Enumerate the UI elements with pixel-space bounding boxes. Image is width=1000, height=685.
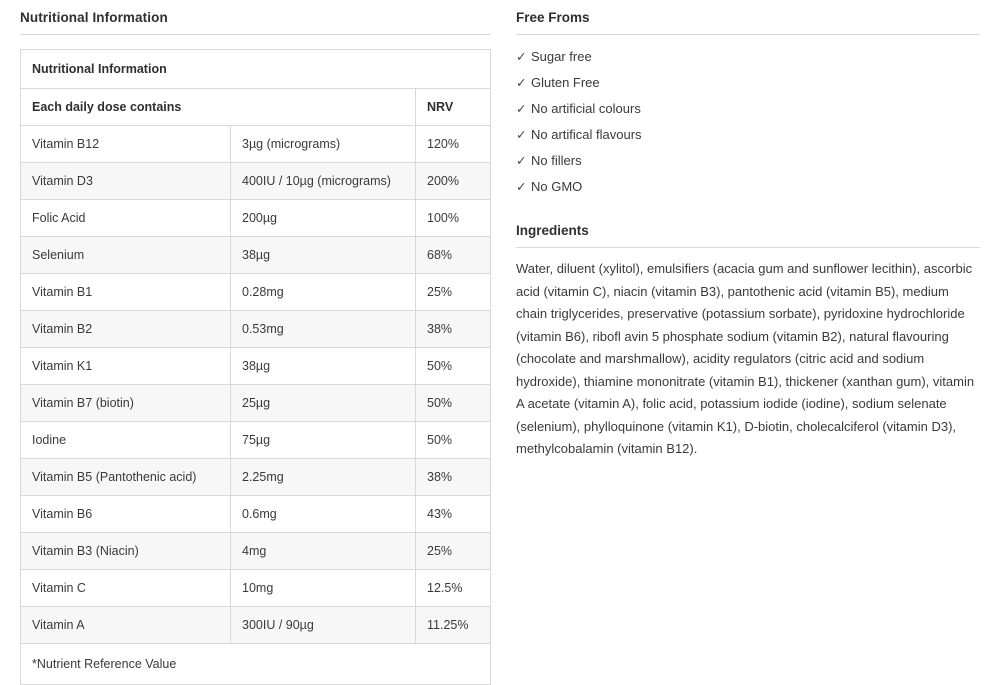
column-header-nrv: NRV [416, 89, 491, 126]
table-row [21, 274, 491, 311]
nutrition-column [0, 0, 500, 673]
nutrient-nrv: 11.25% [416, 607, 491, 644]
check-icon: ✓ [516, 102, 527, 116]
table-title-row [21, 50, 491, 89]
nutrient-nrv: 200% [416, 163, 491, 200]
list-item [516, 97, 980, 123]
nutrient-nrv: 68% [416, 237, 491, 274]
table-row [21, 459, 491, 496]
nutrient-amount: 10mg [231, 570, 416, 607]
nutrient-reference-value-note: *Nutrient Reference Value [21, 644, 491, 685]
check-icon: ✓ [516, 180, 527, 194]
nutrient-nrv: 38% [416, 459, 491, 496]
nutrient-name: Iodine [21, 422, 231, 459]
nutrient-name: Vitamin B6 [21, 496, 231, 533]
nutrient-name: Vitamin B7 (biotin) [21, 385, 231, 422]
table-row [21, 385, 491, 422]
table-row [21, 163, 491, 200]
nutrient-name: Vitamin B5 (Pantothenic acid) [21, 459, 231, 496]
nutrient-amount: 38µg [231, 348, 416, 385]
nutrient-name: Vitamin D3 [21, 163, 231, 200]
table-row [21, 348, 491, 385]
nutrient-amount: 400IU / 10µg (micrograms) [231, 163, 416, 200]
nutrient-nrv: 50% [416, 385, 491, 422]
nutrient-name: Vitamin B3 (Niacin) [21, 533, 231, 570]
list-item-label: No artificial colours [531, 101, 641, 116]
nutrient-amount: 2.25mg [231, 459, 416, 496]
nutrient-amount: 0.28mg [231, 274, 416, 311]
nutrient-amount: 38µg [231, 237, 416, 274]
table-row [21, 126, 491, 163]
nutrient-name: Selenium [21, 237, 231, 274]
nutrient-name: Vitamin B2 [21, 311, 231, 348]
table-title: Nutritional Information [21, 50, 491, 89]
list-item [516, 123, 980, 149]
nutrient-name: Vitamin K1 [21, 348, 231, 385]
list-item-label: Sugar free [531, 49, 592, 64]
nutrient-amount: 0.53mg [231, 311, 416, 348]
nutrient-amount: 0.6mg [231, 496, 416, 533]
nutrient-nrv: 25% [416, 274, 491, 311]
check-icon: ✓ [516, 50, 527, 64]
table-row [21, 607, 491, 644]
table-row [21, 237, 491, 274]
column-header-dose: Each daily dose contains [21, 89, 416, 126]
nutrient-name: Vitamin C [21, 570, 231, 607]
nutrient-amount: 200µg [231, 200, 416, 237]
details-column [500, 0, 1000, 673]
nutrient-nrv: 12.5% [416, 570, 491, 607]
nutrient-nrv: 38% [416, 311, 491, 348]
list-item-label: Gluten Free [531, 75, 600, 90]
nutrient-amount: 3µg (micrograms) [231, 126, 416, 163]
nutrient-nrv: 50% [416, 422, 491, 459]
list-item [516, 45, 980, 71]
table-footnote-row [21, 644, 491, 685]
free-froms-list [516, 45, 980, 201]
nutrient-name: Vitamin B1 [21, 274, 231, 311]
nutrient-nrv: 43% [416, 496, 491, 533]
table-body [21, 50, 491, 685]
check-icon: ✓ [516, 154, 527, 168]
table-row [21, 422, 491, 459]
ingredients-text: Water, diluent (xylitol), emulsifiers (acacia gum and sunflower lecithin), ascorbic acid (vitamin C), niacin (vitamin B3), pantothenic acid (vitamin B5), medium chain triglycerides, preservative (potassium sorbate), pyridoxine hydrochloride (vitamin B6), ribofl avin 5 phosphate sodium (vitamin B2), natural flavouring (chocolate and marshmallow), acidity regulators (citric acid and sodium hydroxide), thiamine mononitrate (vitamin B1), thickener (xanthan gum), vitamin A acetate (vitamin A), folic acid, potassium iodide (iodine), sodium selenate (selenium), phylloquinone (vitamin K1), D-biotin, cholecalciferol (vitamin D3), methylcobalamin (vitamin B12). [516, 261, 975, 456]
nutrient-nrv: 50% [416, 348, 491, 385]
nutrient-nrv: 25% [416, 533, 491, 570]
table-row [21, 311, 491, 348]
nutrient-amount: 25µg [231, 385, 416, 422]
list-item-label: No fillers [531, 153, 582, 168]
list-item [516, 149, 980, 175]
nutrient-nrv: 120% [416, 126, 491, 163]
nutrient-name: Vitamin A [21, 607, 231, 644]
nutritional-information-table [20, 49, 491, 685]
nutrient-amount: 300IU / 90µg [231, 607, 416, 644]
table-row [21, 200, 491, 237]
nutrient-amount: 4mg [231, 533, 416, 570]
list-item-label: No artifical flavours [531, 127, 642, 142]
check-icon: ✓ [516, 128, 527, 142]
list-item [516, 71, 980, 97]
nutrient-amount: 75µg [231, 422, 416, 459]
ingredients-heading: Ingredients [516, 223, 980, 248]
nutrient-name: Vitamin B12 [21, 126, 231, 163]
nutrient-nrv: 100% [416, 200, 491, 237]
table-row [21, 496, 491, 533]
page-title: Nutritional Information [20, 10, 490, 35]
table-row [21, 570, 491, 607]
free-froms-heading: Free Froms [516, 10, 980, 35]
nutrient-name: Folic Acid [21, 200, 231, 237]
table-row [21, 533, 491, 570]
list-item-label: No GMO [531, 179, 583, 194]
table-header-row [21, 89, 491, 126]
check-icon: ✓ [516, 76, 527, 90]
list-item [516, 175, 980, 201]
